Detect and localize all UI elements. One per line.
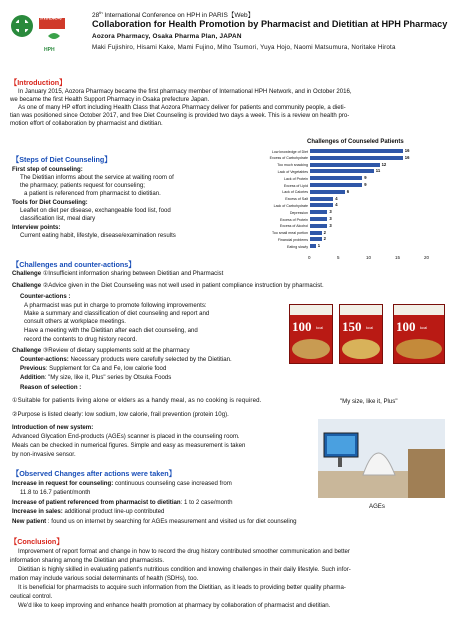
first-step-line-2: the pharmacy; patients request for counseling; bbox=[20, 182, 145, 189]
challenge-2-text: ②Advice given in the Diet Counseling was not well used in patient compliance instruction by pharmacist. bbox=[41, 282, 324, 289]
first-step-label: First step of counseling: bbox=[12, 166, 83, 173]
chart-category-label: Eating slowly bbox=[287, 244, 308, 249]
chart-x-tick: 5 bbox=[337, 255, 340, 260]
observed-3-text: additional product line-up contributed bbox=[62, 508, 165, 515]
newsys-line-1: Advanced Glycation End-products (AGEs) scanner is placed in the counseling room. bbox=[12, 433, 240, 440]
conclusion-line-6: ceutical control. bbox=[10, 593, 53, 600]
observed-line-1-cont: 11.8 to 16.7 patient/month bbox=[20, 489, 91, 496]
previous-line bbox=[20, 365, 166, 372]
product-box-2 bbox=[339, 304, 383, 364]
first-step-line-1: The Dietitian informs about the service at waiting room of bbox=[20, 174, 174, 181]
ages-caption: AGEs bbox=[369, 503, 385, 510]
chart-value-label: 6 bbox=[346, 188, 350, 194]
newsys-line-3: by non-invasive sensor. bbox=[12, 451, 76, 458]
counter-line-5: record the contents to drug history record. bbox=[24, 336, 138, 343]
observed-2-text: : 1 to 2 case/month bbox=[180, 499, 233, 506]
chart-bar bbox=[310, 224, 327, 228]
chart-bar bbox=[310, 169, 374, 173]
observed-line-4 bbox=[12, 518, 297, 525]
chart-bar bbox=[310, 217, 327, 221]
interview-label: Interview points: bbox=[12, 224, 61, 231]
chart-category-label: Depression bbox=[289, 210, 308, 215]
chart-value-label: 3 bbox=[329, 216, 332, 221]
challenges-heading: 【Challenges and counter-actions】 bbox=[12, 260, 136, 269]
product-3-kcal: kcal bbox=[420, 325, 428, 330]
chart-category-label: Excess of Alcohol bbox=[279, 224, 308, 229]
chart-title: Challenges of Counseled Patients bbox=[307, 139, 404, 145]
intro-heading: 【Introduction】 bbox=[10, 78, 67, 87]
product-caption: "My size, like it, Plus" bbox=[340, 398, 398, 405]
chart-value-label: 16 bbox=[404, 154, 410, 160]
intro-line-2: we became the first Health Support Pharmacy in Osaka prefecture Japan. bbox=[10, 96, 210, 103]
chart-value-label: 3 bbox=[329, 209, 332, 215]
product-box-3 bbox=[393, 304, 445, 364]
previous-label: Previous bbox=[20, 365, 46, 372]
chart-value-label: 2 bbox=[323, 236, 326, 242]
observed-4-label: New patient bbox=[12, 518, 47, 525]
tools-label: Tools for Diet Counseling: bbox=[12, 199, 88, 206]
challenge-1-text: ①Insufficient information sharing between Dietitian and Pharmacist bbox=[41, 270, 224, 277]
chart-value-label: 11 bbox=[375, 168, 381, 174]
counter-line-4: Have a meeting with the Dietitian after each diet counseling, and bbox=[24, 327, 198, 334]
product-1-num: 100 bbox=[292, 319, 312, 334]
intro-line-3: As one of many HP effort including Health Class that Aozora Pharmacy deliver for patients and community people, a dieti- bbox=[18, 104, 346, 111]
chart-bar bbox=[310, 176, 362, 180]
chart-x-tick: 0 bbox=[308, 255, 311, 260]
reason-label: Reason of selection : bbox=[20, 384, 82, 391]
chart-value-label: 3 bbox=[329, 222, 332, 228]
counter-line-3: consult others at workplace meetings. bbox=[24, 318, 126, 325]
c3-counter-label: Counter-actions: bbox=[20, 356, 69, 363]
chart-x-tick: 20 bbox=[424, 255, 430, 260]
newsys-line-2: Meals can be checked in numerical figures. Simple and easy as measurement is taken bbox=[12, 442, 246, 449]
chart-category-label: Too much snacking bbox=[277, 163, 308, 168]
product-1-kcal: kcal bbox=[316, 325, 324, 330]
conclusion-line-7: We'd like to keep improving and enhance health promotion at pharmacy by collaboration of pharmacist and dietitian. bbox=[18, 602, 331, 609]
reason-1: ①Suitable for patients living alone or elders as a handy meal, as no cooking is required. bbox=[12, 397, 262, 404]
challenge-2-label: Challenge bbox=[12, 282, 42, 289]
chart-category-label: Excess of Carbohydrate bbox=[269, 156, 308, 161]
product-box-1 bbox=[289, 304, 333, 364]
first-step-line-3: a patient is referenced from pharmacist to dietitian. bbox=[24, 190, 161, 197]
organization: Aozora Pharmacy, Osaka Pharma Plan, JAPAN bbox=[92, 33, 242, 40]
chart-bar bbox=[310, 237, 322, 241]
chart-category-label: Low knowledge of Diet bbox=[271, 149, 308, 154]
chart-value-label: 4 bbox=[335, 202, 338, 208]
counter-line-1: A pharmacist was put in charge to promote following improvements: bbox=[24, 302, 207, 309]
c3-counter-text: Necessary products were carefully selected by the Dietitian. bbox=[68, 356, 232, 363]
previous-text: : Supplement for Ca and Fe, low calorie food bbox=[45, 365, 167, 372]
product-2-num: 150 bbox=[342, 319, 362, 334]
chart-category-label: Lack of Vegetables bbox=[277, 169, 308, 174]
chart-category-label: Lack of Calories bbox=[282, 190, 308, 195]
chart-bar bbox=[310, 231, 322, 235]
observed-line-3 bbox=[12, 508, 164, 515]
conf-sup: th bbox=[99, 10, 103, 15]
reason-2: ②Purpose is listed clearly: low sodium, low calorie, frail prevention (protein 10g). bbox=[12, 411, 229, 418]
chart-bar bbox=[310, 203, 333, 207]
chart-category-label: Excess of Salt bbox=[285, 197, 308, 202]
observed-3-label: Increase in sales: bbox=[12, 508, 63, 515]
c3-counter bbox=[20, 356, 232, 363]
chart-category-label: Too small meal portion bbox=[272, 231, 308, 236]
observed-2-label: Increase of patient referenced from pharmacist to dietitian bbox=[12, 499, 181, 506]
conf-text: International Conference on HPH in PARIS【Web】 bbox=[102, 12, 255, 20]
product-3-num: 100 bbox=[396, 319, 416, 334]
conference-line bbox=[92, 9, 254, 19]
challenge-1 bbox=[12, 270, 223, 277]
chart-value-label: 9 bbox=[364, 182, 367, 187]
chart-value-label: 9 bbox=[364, 175, 367, 181]
logo-sub: HPH bbox=[44, 47, 55, 53]
conclusion-line-2: information sharing among the Dietitian and pharmacists. bbox=[10, 557, 165, 564]
counter-line-2: Make a summary and classification of diet counseling and report and bbox=[24, 310, 210, 317]
chart-bar bbox=[310, 244, 316, 248]
challenge-1-label: Challenge bbox=[12, 270, 42, 277]
conclusion-line-5: It is beneficial for pharmacists to acquire such information from the Dietitian, as it leads to providing better quality pharma- bbox=[18, 584, 346, 591]
chart-category-label: Financial problems bbox=[277, 237, 308, 242]
chart-category-label: Excess of Protein bbox=[280, 217, 308, 222]
intro-line-1: In January 2015, Aozora Pharmacy became the first pharmacy member of International HPH Network, and in October 2016, bbox=[18, 88, 352, 95]
chart-bar bbox=[310, 210, 327, 214]
observed-4-text: : found us on internet by searching for AGEs measurement and visited us for diet counseling bbox=[46, 518, 297, 525]
observed-heading: 【Observed Changes after actions were taken】 bbox=[12, 469, 176, 478]
addition-label: Addition bbox=[20, 374, 45, 381]
counter-actions-label: Counter-actions : bbox=[20, 293, 71, 300]
chart bbox=[250, 137, 445, 267]
challenge-3 bbox=[12, 347, 190, 354]
conf-num: 28 bbox=[92, 12, 100, 20]
addition-text: : "My size, like it, Plus" series by Otsuka Foods bbox=[44, 374, 172, 381]
chart-value-label: 1 bbox=[317, 243, 321, 249]
chart-x-tick: 15 bbox=[395, 255, 401, 260]
chart-bar bbox=[310, 149, 403, 153]
chart-category-label: Lack of Carbohydrate bbox=[273, 203, 308, 208]
chart-category-label: Excess of Lipid bbox=[283, 183, 308, 188]
ages-scanner-image bbox=[318, 419, 445, 498]
chart-bar bbox=[310, 183, 362, 187]
chart-value-label: 12 bbox=[381, 161, 387, 167]
challenge-3-label: Challenge bbox=[12, 347, 42, 354]
intro-line-4: tian was positioned since October 2017, and free Diet Counseling is provided two days a week. This is a review on health pro- bbox=[10, 112, 350, 119]
conclusion-line-3: Dietitian is highly skilled in evaluating patient's nutritious condition and knowing challenges in their daily lifestyle. Such infor- bbox=[18, 566, 351, 573]
chart-value-label: 4 bbox=[335, 195, 338, 201]
conclusion-line-1: Improvement of report format and change in how to record the drug history contributed smoother communication and better bbox=[18, 548, 350, 555]
observed-line-1 bbox=[12, 480, 232, 487]
conclusion-line-4: mation may include various social determinants of health (SDHs), too. bbox=[10, 575, 199, 582]
chart-bar bbox=[310, 156, 403, 160]
chart-plot-area bbox=[250, 149, 445, 267]
authors: Maki Fujishiro, Hisami Kake, Mami Fujino, Miho Tsumori, Yuya Hojo, Naomi Matsumura, Noritake Hirota bbox=[92, 44, 396, 51]
conclusion-heading: 【Conclusion】 bbox=[10, 537, 64, 546]
intro-line-5: motion effort of collaboration by pharmacist and dietitian. bbox=[10, 120, 163, 127]
tools-line-2: classification list, meal diary bbox=[20, 215, 96, 222]
tools-line-1: Leaflet on diet per disease, exchangeable food list, food bbox=[20, 207, 171, 214]
ages-scanner-icon bbox=[318, 419, 445, 498]
logo-text: 病院薬局 bbox=[40, 15, 63, 21]
observed-line-2 bbox=[12, 499, 232, 506]
product-2-kcal: kcal bbox=[366, 325, 374, 330]
challenge-2 bbox=[12, 282, 324, 289]
observed-1-label: Increase in request for counseling: bbox=[12, 480, 114, 487]
chart-bar bbox=[310, 190, 345, 194]
observed-1-text: continuous counseling case increased from bbox=[113, 480, 232, 487]
interview-line-1: Current eating habit, lifestyle, disease/examination results bbox=[20, 232, 176, 239]
challenge-3-text: ③Review of dietary supplements sold at the pharmacy bbox=[41, 347, 190, 354]
poster-title: Collaboration for Health Promotion by Pharmacist and Dietitian at HPH Pharmacy bbox=[92, 19, 448, 29]
chart-bar bbox=[310, 197, 333, 201]
steps-heading: 【Steps of Diet Counseling】 bbox=[12, 155, 112, 164]
chart-value-label: 16 bbox=[404, 148, 410, 153]
addition-line bbox=[20, 374, 171, 381]
chart-x-tick: 10 bbox=[366, 255, 372, 260]
product-image bbox=[289, 304, 445, 366]
newsys-label: Introduction of new system: bbox=[12, 424, 94, 431]
chart-category-label: Lack of Protein bbox=[284, 176, 308, 181]
chart-value-label: 2 bbox=[323, 229, 326, 235]
chart-bar bbox=[310, 163, 380, 167]
